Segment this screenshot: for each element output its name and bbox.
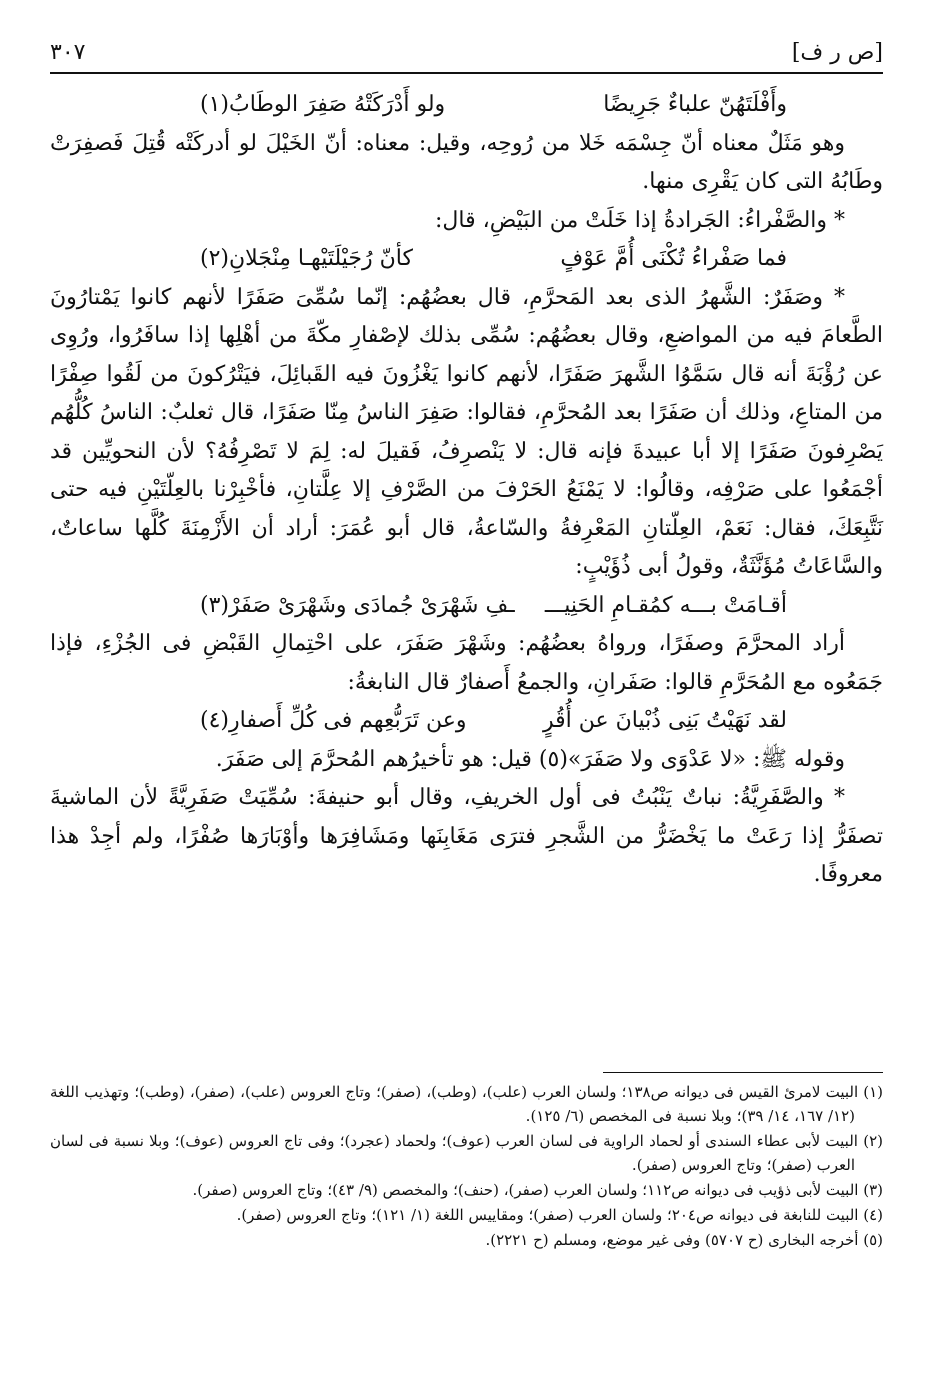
section-header: [ص ر ف] — [791, 39, 883, 65]
page-number: ٣٠٧ — [50, 39, 86, 65]
paragraph-4: أراد المحرَّمَ وصفَرًا، ورواهُ بعضُهُم: وشَهْرَ صَفَرَ، على احْتِمالِ القَبْضِ فى الجُزْءِ، فإذا جَمَعُوه مع المُحَرَّمِ قالوا: صَفَرانِ، والجمعُ أَصفارٌ قال النابغةُ: — [50, 631, 883, 695]
verse-1-first-hemistich: وأَفْلَتَهُنّ علباءٌ جَرِيضًا — [603, 92, 787, 117]
paragraph-1: وهو مَثَلٌ معناه أنّ جِسْمَه خَلا من رُوحِه، وقيل: معناه: أنّ الخَيْلَ لو أدركَتْه قُتِلَ فَصفِرَتْ وطَابُهُ التى كان يَقْرِى منها. — [50, 130, 883, 194]
header-divider — [50, 72, 883, 74]
footnote-4: (٤) البيت للنابغة فى ديوانه ص٢٠٤؛ ولسان العرب (صفر)؛ ومقاييس اللغة (١/ ١٢١)؛ وتاج العروس (صفر). — [236, 1206, 883, 1224]
verse-2-first-hemistich: فما صَفْراءُ تُكْنَى أُمَّ عَوْفٍ — [560, 246, 787, 271]
paragraph-2: * والصَّفْراءُ: الجَرادةُ إذا خَلَتْ من البَيْضِ، قال: — [435, 207, 845, 233]
verse-4-first-hemistich: لقد نَهَيْتُ بَنِى ذُبْيانَ عن أُقُرٍ — [542, 708, 787, 733]
paragraph-5: وقوله ﷺ: «لا عَدْوَى ولا صَفَرَ»(٥) قيل: هو تأخيرُهم المُحرَّمَ إلى صَفَرَ. — [215, 746, 845, 772]
verse-2-second-hemistich: كأنّ رُجَيْلَتَيْهـا مِنْجَلانِ(٢) — [200, 246, 413, 271]
verse-4-second-hemistich: وعن تَرَبُّعِهم فى كُلِّ أَصفارِ(٤) — [200, 708, 467, 733]
footnote-5: (٥) أخرجه البخارى (ح ٥٧٠٧) وفى غير موضع، ومسلم (ح ٢٢٢١). — [485, 1231, 883, 1249]
paragraph-6: * والصَّفَرِيَّةُ: نباتٌ يَنْبُتُ فى أول الخريفِ، وقال أبو حنيفةَ: سُمِّيَتْ صَفَرِيَّةً لأن الماشيةَ تصفَرُّ إذا رَعَتْ ما يَخْضَرُّ من الشَّجرِ فترَى مَغَابِنَها ومَشَافِرَها وأوْبَارَها صُفْرًا، ولم أجِدْ هذا معروفًا. — [50, 785, 883, 887]
footnote-divider — [603, 1072, 883, 1073]
verse-1 — [50, 86, 883, 125]
paragraph-3: * وصَفَرٌ: الشَّهرُ الذى بعد المَحرَّمِ، قال بعضُهُم: إنّما سُمِّىَ صَفَرًا لأنهم كانوا يَمْتارُونَ الطَّعامَ فيه من المواضعِ، وقال بعضُهُم: سُمِّى بذلك لإصْفارِ مكّةَ من أهْلِها إذا سافَرُوا، ورُوِى عن رُؤْبَةَ أنه قال سَمَّوُا الشَّهرَ صَفَرًا، لأنهم كانوا يَغْزُونَ فيه القَبائِلَ، فيَتْرُكونَ من لَقُوا صِفْرًا من المتاعِ، وذلك أن صَفَرًا بعد المُحرَّمِ، فقالوا: صَفِرَ الناسُ مِنّا صَفَرًا، قال ثعلبٌ: الناسُ كُلُّهُم يَصْرِفونَ صَفَرًا إلا أبا عبيدةَ فإنه قال: لا يَنْصرِفُ، فَقيلَ له: لِمَ لا تَصْرِفُهُ؟ لأن النحويِّين قد أجْمَعُوا على صَرْفِه، وقالُوا: لا يَمْنَعُ الحَرْفَ من الصَّرْفِ إلا عِلَّتانِ، فأخْبِرْنا بالعِلّتَيْنِ فيه حتى نَتَّبِعَكَ، فقال: نَعَمْ، العِلّتانِ المَعْرِفةُ والسّاعةُ، قال أبو عُمَرَ: أراد أن الأَزْمِنَةَ كُلَّها ساعاتٌ، والسَّاعَاتُ مُؤَنَّثَةٌ، وقولُ أبى ذُؤَيْبٍ: — [50, 284, 883, 579]
footnote-1: (١) البيت لامرئ القيس فى ديوانه ص١٣٨؛ ولسان العرب (علب)، (وطب)، (صفر)؛ وتاج العروس (علب)، (صفر)، (وطب)؛ وتهذيب اللغة (١٢/ ١٦٧، ١٤/ ٣٩)؛ وبلا نسبة فى المخصص (٦/ ١٢٥). — [50, 1083, 884, 1125]
verse-3 — [50, 587, 883, 626]
verse-1-second-hemistich: ولو أَدْرَكَتْهُ صَفِرَ الوطَابُ(١) — [200, 92, 446, 117]
verse-4 — [50, 702, 883, 741]
page-header — [50, 32, 883, 72]
verse-2 — [50, 240, 883, 279]
verse-3-second-hemistich: ـفِ شَهْرَىْ جُمادَى وشَهْرَىْ صَفَرْ(٣) — [200, 592, 515, 618]
verse-3-first-hemistich: أقـامَتْ بـــه كمُقـامِ الحَنِيـــ — [544, 592, 787, 618]
footnotes — [50, 1080, 883, 1253]
main-text — [50, 86, 883, 895]
footnote-2: (٢) البيت لأبى عطاء السندى أو لحماد الراوية فى لسان العرب (عوف)؛ ولحماد (عجرد)؛ وفى تاج العروس (عوف)؛ وبلا نسبة فى لسان العرب (صفر)؛ وتاج العروس (صفر). — [50, 1132, 883, 1174]
footnote-3: (٣) البيت لأبى ذؤيب فى ديوانه ص١١٢؛ ولسان العرب (صفر)، (حنف)؛ والمخصص (٩/ ٤٣)؛ وتاج العروس (صفر). — [192, 1181, 883, 1199]
